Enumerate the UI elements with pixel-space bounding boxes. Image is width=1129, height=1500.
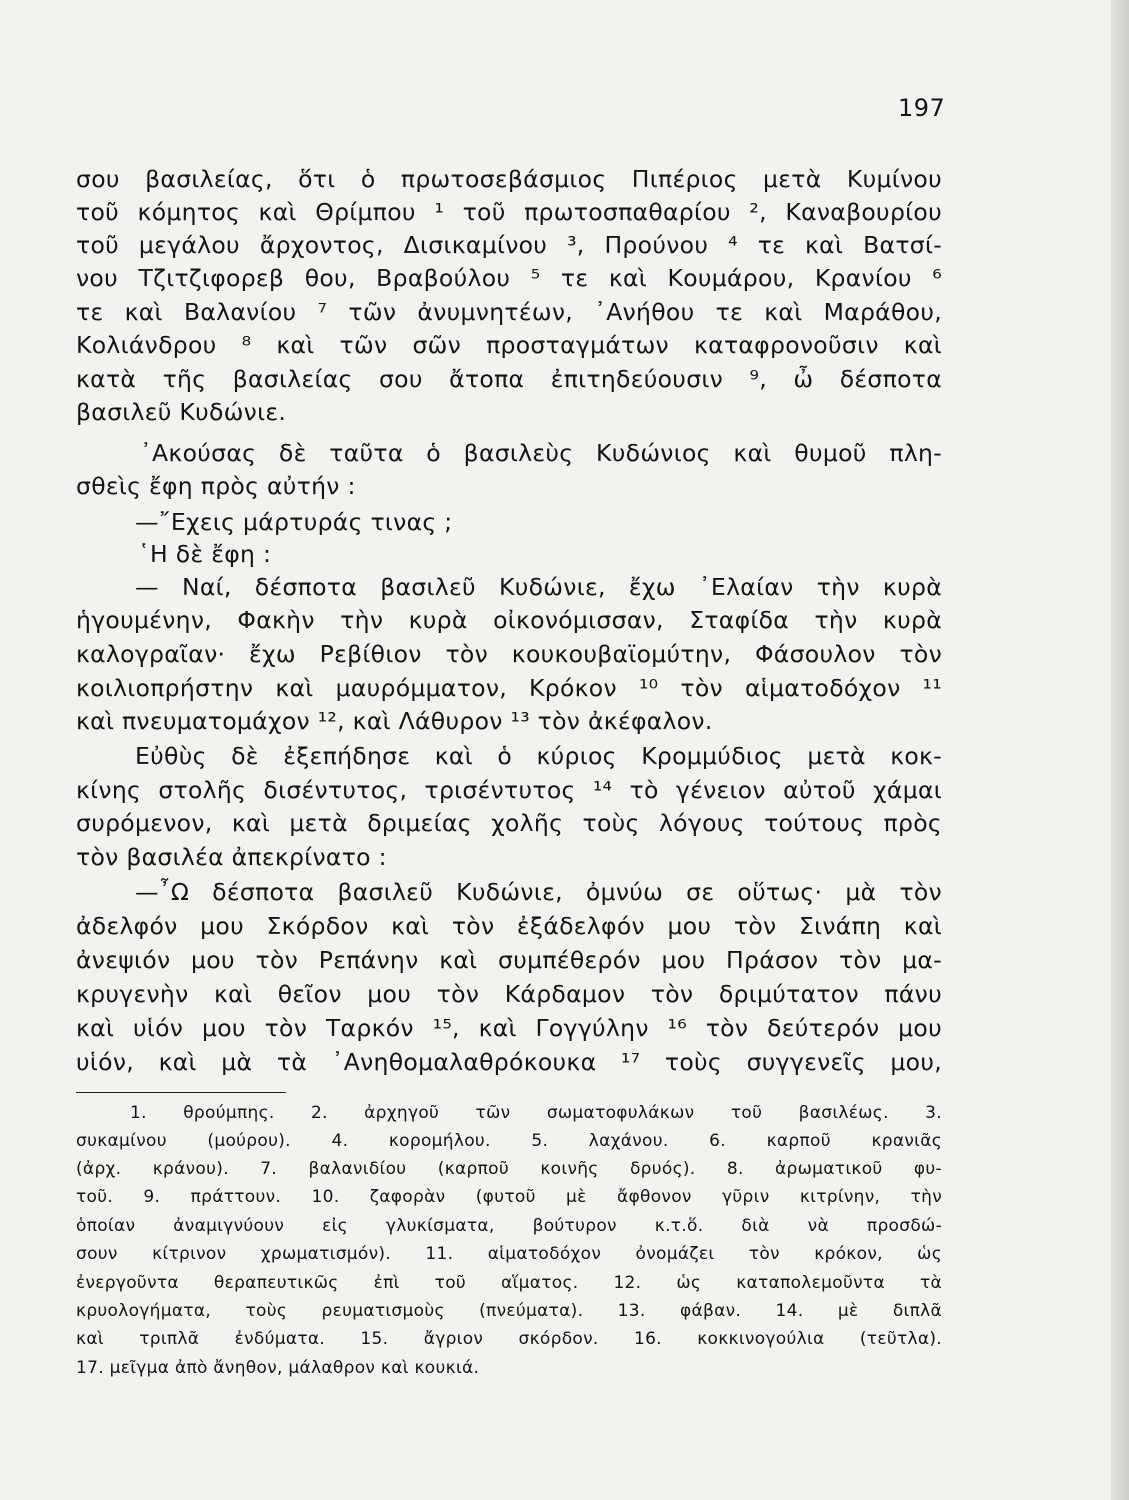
footnote-line: κρυολογήματα, τοὺς ρευματισμοὺς (πνεύματα). 13. φάβαν. 14. μὲ διπλᾶ [76, 1301, 942, 1321]
body-line: σου βασιλείας, ὅτι ὁ πρωτοσεβάσμιος Πιπέριος μετὰ Κυμίνου [76, 165, 942, 193]
body-line: ἀνεψιόν μου τὸν Ρεπάνην καὶ συμπέθερόν μου Πράσον τὸν μα- [76, 946, 942, 974]
body-line: κρυγενὴν καὶ θεῖον μου τὸν Κάρδαμον τὸν δριμύτατον πάνυ [76, 980, 942, 1008]
body-line: τοῦ μεγάλου ἄρχοντος, Δισικαμίνου ³, Προύνου ⁴ τε καὶ Βατσί- [76, 231, 942, 259]
body-line: κοιλιοπρήστην καὶ μαυρόμματον, Κρόκον ¹⁰ τὸν αἱματοδόχον ¹¹ [76, 674, 942, 702]
body-line: κατὰ τῆς βασιλείας σου ἄτοπα ἐπιτηδεύουσιν ⁹, ὦ δέσποτα [76, 365, 942, 393]
body-line: —῏Ω δέσποτα βασιλεῦ Κυδώνιε, ὀμνύω σε οὕτως· μὰ τὸν [135, 878, 942, 906]
body-line: σθεὶς ἔφη πρὸς αὐτήν : [76, 472, 356, 500]
body-line: ἡγουμένην, Φακὴν τὴν κυρὰ οἰκονόμισσαν, Σταφίδα τὴν κυρὰ [76, 606, 942, 634]
footnote-line: συκαμίνου (μούρου). 4. κορομήλου. 5. λαχάνου. 6. καρποῦ κρανιᾶς [76, 1131, 942, 1151]
footnote-line: καὶ τριπλᾶ ἐνδύματα. 15. ἄγριον σκόρδον. 16. κοκκινογούλια (τεῦτλα). [76, 1329, 942, 1349]
body-line: τὸν βασιλέα ἀπεκρίνατο : [76, 843, 387, 871]
footnote-line: ὁποίαν ἀναμιγνύουν εἰς γλυκίσματα, βούτυρον κ.τ.ὅ. διὰ νὰ προσδώ- [76, 1216, 942, 1236]
body-line: βασιλεῦ Κυδώνιε. [76, 398, 287, 426]
body-line: καὶ υἱόν μου τὸν Ταρκόν ¹⁵, καὶ Γογγύλην ¹⁶ τὸν δεύτερόν μου [76, 1014, 942, 1042]
body-line: υἱόν, καὶ μὰ τὰ ᾿Ανηθομαλαθρόκουκα ¹⁷ τοὺς συγγενεῖς μου, [76, 1048, 942, 1076]
body-line: συρόμενον, καὶ μετὰ δριμείας χολῆς τοὺς λόγους τούτους πρὸς [76, 809, 942, 837]
body-line: Εὐθὺς δὲ ἐξεπήδησε καὶ ὁ κύριος Κρομμύδιος μετὰ κοκ- [135, 742, 942, 770]
footnote-line: (ἀρχ. κράνου). 7. βαλανιδίου (καρποῦ κοινῆς δρυός). 8. ἀρωματικοῦ φυ- [76, 1159, 942, 1179]
footnote-separator [76, 1092, 286, 1093]
body-line: κίνης στολῆς δισέντυτος, τρισέντυτος ¹⁴ τὸ γένειον αὐτοῦ χάμαι [76, 776, 942, 804]
body-line: — Ναί, δέσποτα βασιλεῦ Κυδώνιε, ἔχω ᾿Ελαίαν τὴν κυρὰ [135, 573, 942, 601]
footnote-line: τοῦ. 9. πράττουν. 10. ζαφορὰν (φυτοῦ μὲ ἄφθονον γῦριν κιτρίνην, τὴν [76, 1187, 942, 1207]
footnote-line: σουν κίτρινον χρωματισμόν). 11. αἱματοδόχον ὀνομάζει τὸν κρόκον, ὡς [76, 1244, 942, 1264]
body-line: ἀδελφόν μου Σκόρδον καὶ τὸν ἐξάδελφόν μου τὸν Σινάπη καὶ [76, 912, 942, 940]
footnote-line: 17. μεῖγμα ἀπὸ ἄνηθον, μάλαθρον καὶ κουκιά. [76, 1358, 480, 1378]
page-number: 197 [898, 94, 946, 122]
body-line: ᾿Ακούσας δὲ ταῦτα ὁ βασιλεὺς Κυδώνιος καὶ θυμοῦ πλη- [140, 439, 942, 467]
body-line: ῾Η δὲ ἔφη : [138, 540, 272, 568]
body-line: —῎Εχεις μάρτυράς τινας ; [135, 508, 453, 536]
body-line: Κολιάνδρου ⁸ καὶ τῶν σῶν προσταγμάτων καταφρονοῦσιν καὶ [76, 331, 942, 359]
footnote-line: ἐνεργοῦντα θεραπευτικῶς ἐπὶ τοῦ αἵματος. 12. ὡς καταπολεμοῦντα τὰ [76, 1273, 942, 1293]
body-line: καλογραῖαν· ἔχω Ρεβίθιον τὸν κουκουβαϊομύτην, Φάσουλον τὸν [76, 640, 942, 668]
body-line: νου Τζιτζιφορεβ θου, Βραβούλου ⁵ τε καὶ Κουμάρου, Κρανίου ⁶ [76, 264, 942, 292]
body-line: τε καὶ Βαλανίου ⁷ τῶν ἀνυμνητέων, ᾿Ανήθου τε καὶ Μαράθου, [76, 298, 942, 326]
page-edge-shadow [1111, 0, 1129, 1500]
body-line: τοῦ κόμητος καὶ Θρίμπου ¹ τοῦ πρωτοσπαθαρίου ², Καναβουρίου [76, 198, 942, 226]
body-line: καὶ πνευματομάχον ¹², καὶ Λάθυρον ¹³ τὸν ἀκέφαλον. [76, 707, 713, 735]
footnote-line: 1. θρούμπης. 2. ἀρχηγοῦ τῶν σωματοφυλάκων τοῦ βασιλέως. 3. [130, 1103, 942, 1123]
